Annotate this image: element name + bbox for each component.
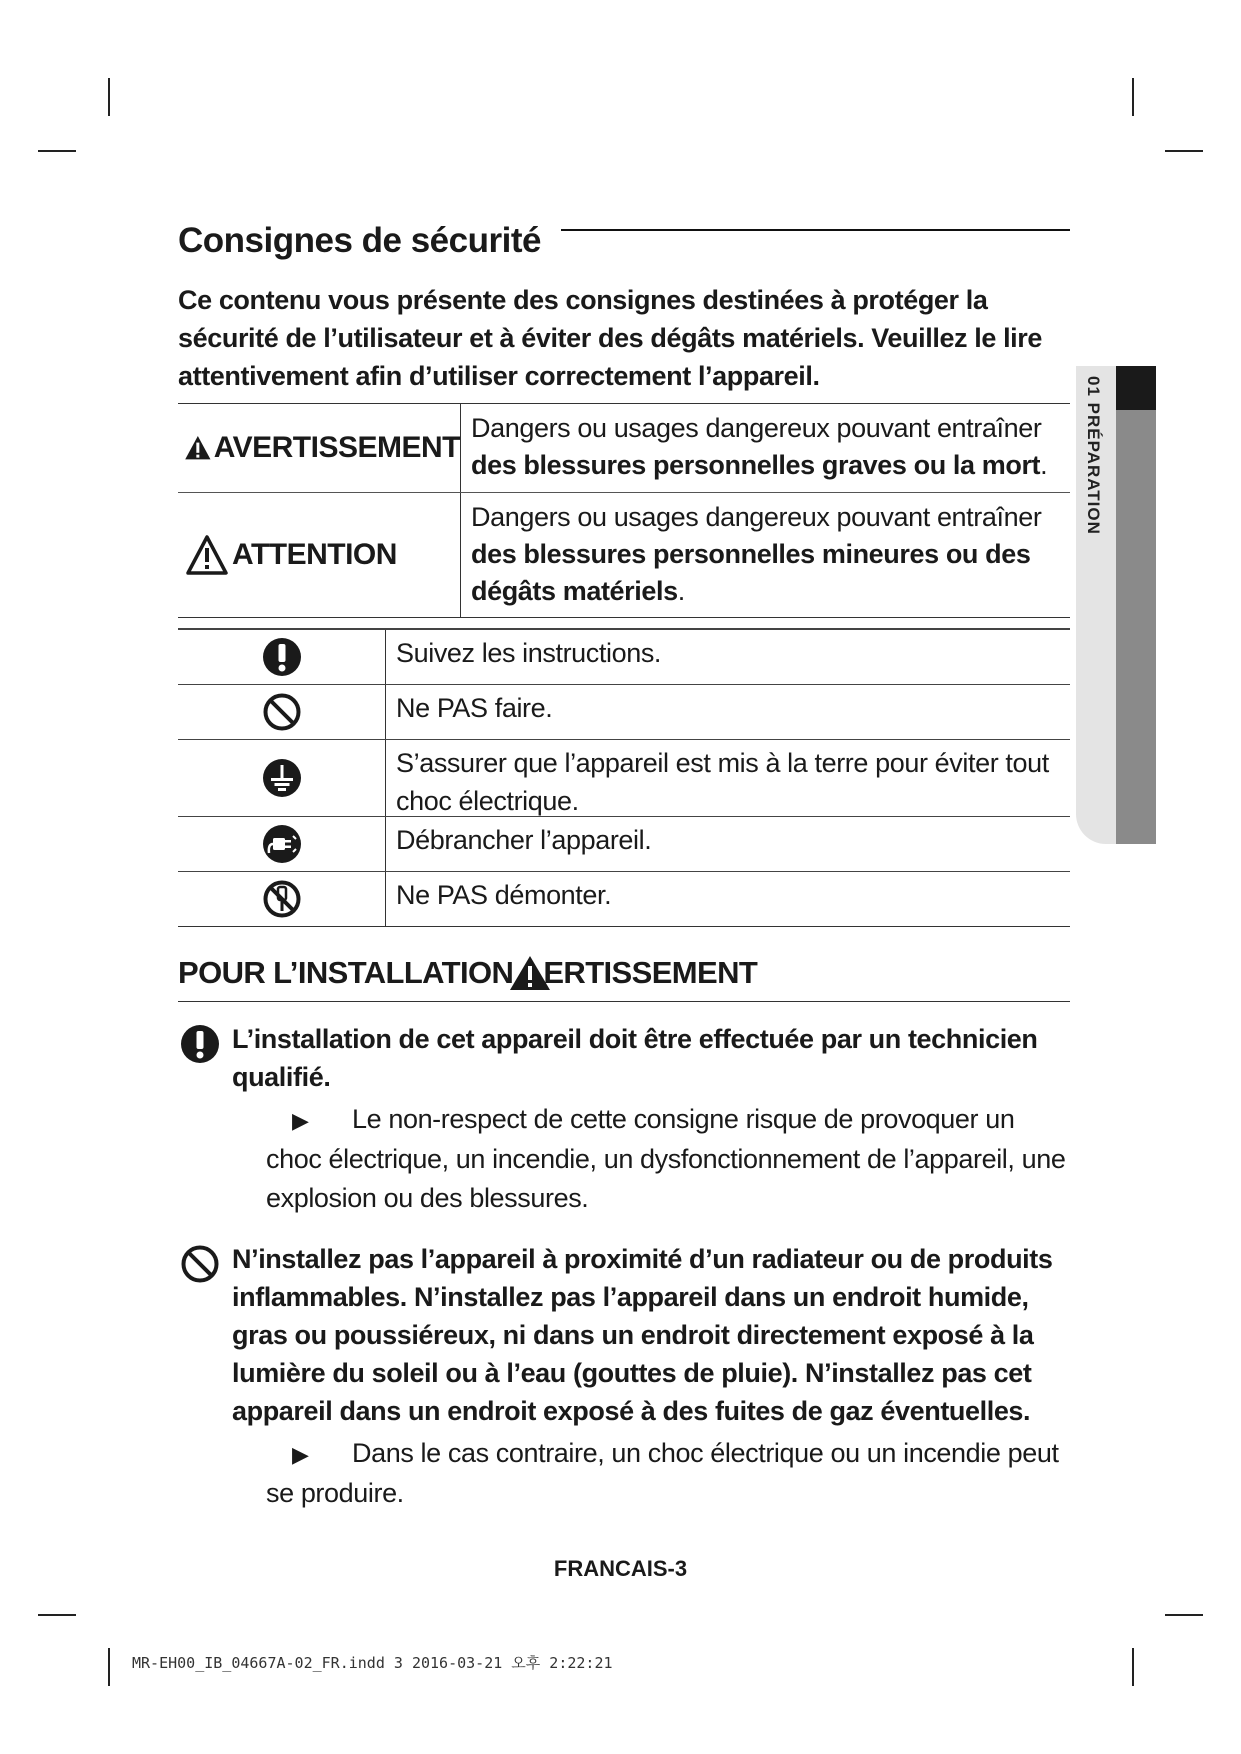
- symbol-text: Suivez les instructions.: [396, 638, 662, 668]
- instruction-text: N’installez pas l’appareil à proximité d’un radiateur ou de produits inflammables. N’installez pas l’appareil dans un endroit humide, gras ou poussiéreux, ni dans un endroit directement exposé à la lumière du soleil ou à l’eau (gouttes de pluie). N’installez pas cet appareil dans un endroit exposé à des fuites de gaz éventuelles.: [232, 1244, 1053, 1426]
- consequence-text: ▶ Le non-respect de cette consigne risque de provoquer un choc électrique, un incendie, un dysfonctionnement de l’appareil, une explosion ou des blessures.: [232, 1100, 1070, 1218]
- page-number: FRANCAIS-3: [553, 1556, 688, 1581]
- arrow-icon: ▶: [292, 1442, 309, 1467]
- crop-mark: [1165, 150, 1203, 152]
- ground-icon: [262, 758, 302, 798]
- crop-mark: [1132, 1648, 1134, 1686]
- crop-mark: [108, 1648, 110, 1686]
- warning-outline-icon: [184, 533, 230, 577]
- symbol-row: [178, 630, 1070, 685]
- symbol-row: [178, 872, 1070, 926]
- print-footer: MR-EH00_IB_04667A-02_FR.indd 3 2016-03-21 오후 2:22:21: [132, 1654, 613, 1672]
- page-title: Consignes de sécurité: [178, 221, 541, 260]
- crop-mark: [1165, 1614, 1203, 1616]
- signal-word-table: [178, 403, 1070, 618]
- no-disassemble-icon: [262, 879, 302, 919]
- symbol-row: [178, 817, 1070, 872]
- symbol-text: Débrancher l’appareil.: [396, 825, 652, 855]
- symbol-text: S’assurer que l’appareil est mis à la terre pour éviter tout choc électrique.: [396, 748, 1049, 816]
- instruction-text: L’installation de cet appareil doit être effectuée par un technicien qualifié.: [232, 1024, 1038, 1092]
- signal-label: AVERTISSEMENT: [178, 404, 461, 492]
- signal-row-warning: [178, 404, 1070, 493]
- intro-paragraph: Ce contenu vous présente des consignes destinées à protéger la sécurité de l’utilisateur et à éviter des dégâts matériels. Veuillez le lire attentivement afin d’utiliser correctement l’appareil.: [178, 285, 1043, 391]
- side-tab-label: 01 PRÉPARATION: [1084, 376, 1103, 535]
- symbol-table: [178, 628, 1070, 927]
- crop-mark: [1132, 78, 1134, 116]
- exclamation-circle-icon: [262, 637, 302, 677]
- unplug-icon: [262, 824, 302, 864]
- crop-mark: [38, 150, 76, 152]
- signal-description: Dangers ou usages dangereux pouvant entraîner des blessures personnelles graves ou la mort.: [471, 413, 1048, 480]
- exclamation-circle-icon: [180, 1024, 220, 1064]
- warning-solid-icon: [184, 426, 212, 470]
- title-rule: [561, 229, 1070, 231]
- title-row: [178, 215, 1070, 261]
- section-heading: POUR L’INSTALLATION ERTISSEMENT: [178, 955, 1070, 1002]
- consequence-text: ▶ Dans le cas contraire, un choc électrique ou un incendie peut se produire.: [232, 1434, 1070, 1513]
- arrow-icon: ▶: [292, 1108, 309, 1133]
- prohibited-icon: [262, 692, 302, 732]
- symbol-row: [178, 685, 1070, 740]
- signal-row-caution: [178, 493, 1070, 617]
- prohibited-icon: [180, 1244, 220, 1284]
- instruction-item: [178, 1240, 1070, 1513]
- symbol-row: [178, 740, 1070, 817]
- instruction-item: [178, 1020, 1070, 1218]
- main-content: [178, 215, 1070, 1513]
- signal-label: ATTENTION: [178, 493, 461, 617]
- symbol-text: Ne PAS faire.: [396, 693, 553, 723]
- crop-mark: [108, 78, 110, 116]
- side-chapter-tab: [1076, 366, 1156, 844]
- symbol-text: Ne PAS démonter.: [396, 880, 612, 910]
- signal-description: Dangers ou usages dangereux pouvant entraîner des blessures personnelles mineures ou des dégâts matériels.: [471, 502, 1042, 606]
- crop-mark: [38, 1614, 76, 1616]
